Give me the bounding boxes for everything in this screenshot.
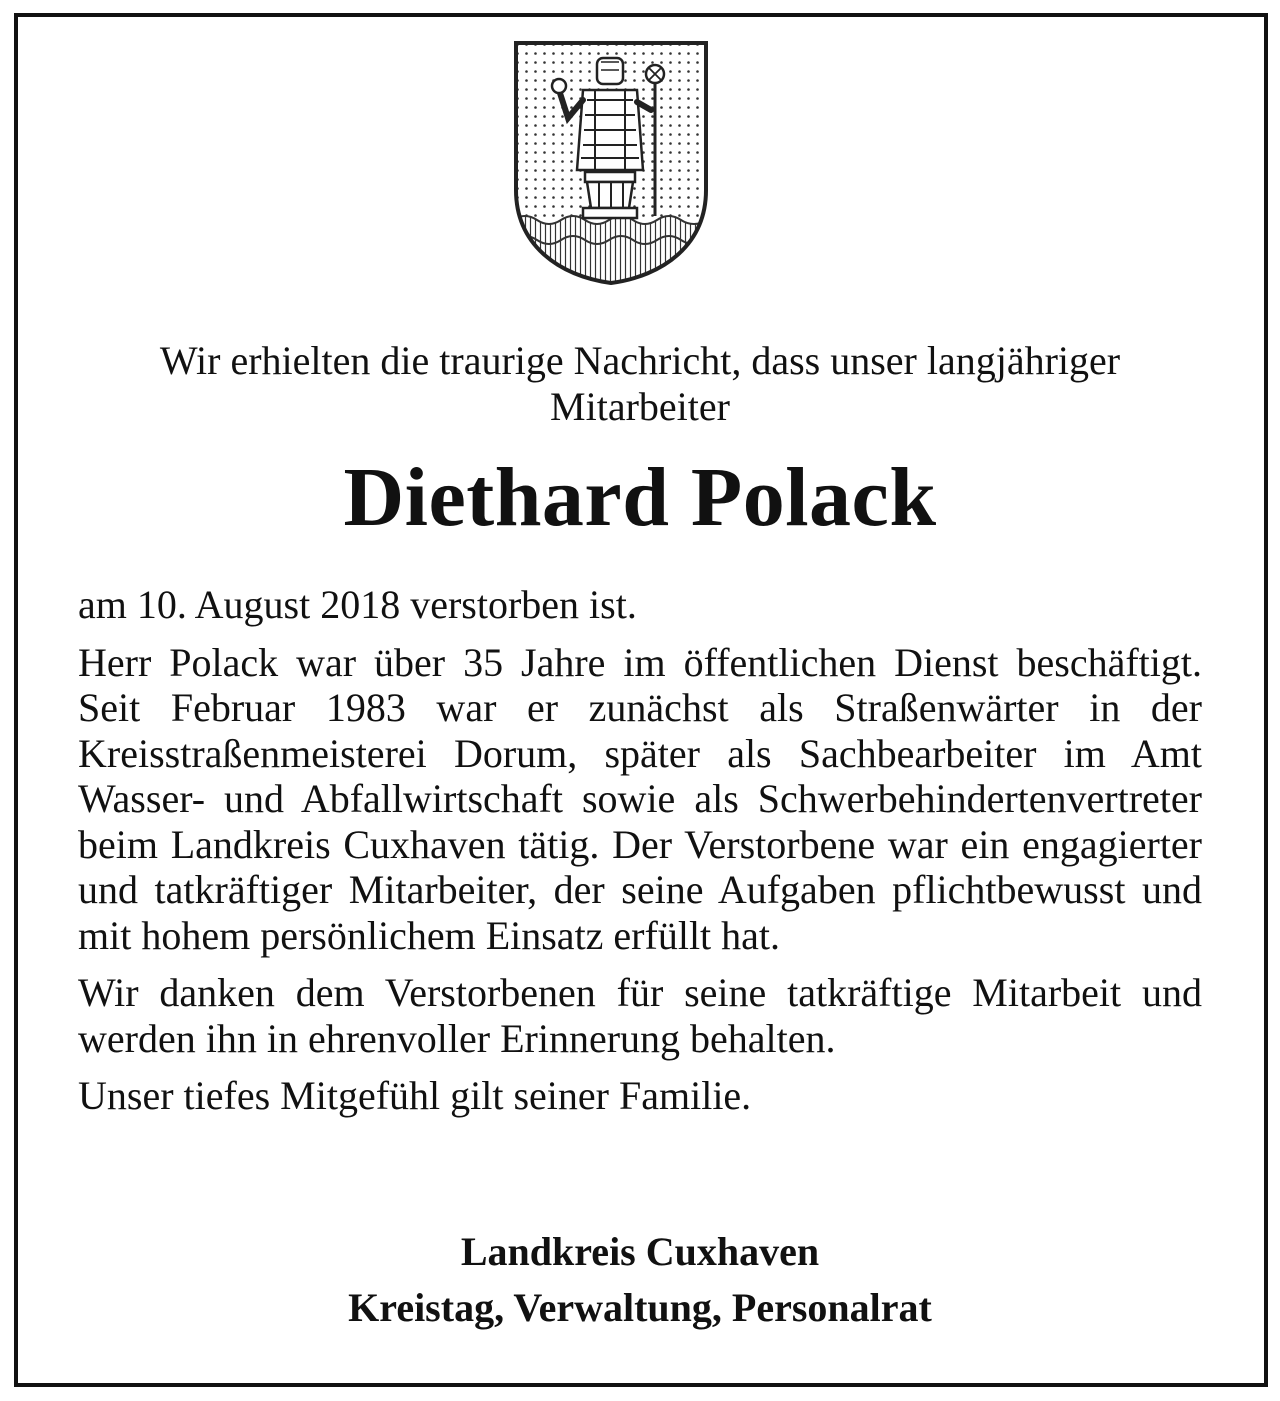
- deceased-name: Diethard Polack: [343, 451, 937, 544]
- signature-line-2: Kreistag, Verwaltung, Personalrat: [348, 1285, 932, 1330]
- intro-line-1: Wir erhielten die traurige Nachricht, dass unser langjähriger: [159, 338, 1121, 383]
- obituary-body: [78, 582, 1202, 1131]
- career-paragraph: Herr Polack war über 35 Jahre im öffentlichen Dienst beschäftigt. Seit Februar 1983 war er zunächst als Straßenwärter in der Kreisstraßenmeisterei Dorum, später als Sachbearbeiter im Amt Wasser- und Abfallwirtschaft sowie als Schwerbehindertenvertreter beim Landkreis Cuxhaven tätig. Der Verstorbene war ein engagierter und tatkräftiger Mitarbeiter, der seine Aufgaben pflichtbewusst und mit hohem persönlichem Einsatz erfüllt hat.: [78, 639, 1202, 958]
- intro-text: [60, 338, 1220, 430]
- coat-of-arms-icon: [513, 40, 709, 286]
- signature-block: [60, 1224, 1220, 1336]
- signature-line-1: Landkreis Cuxhaven: [460, 1229, 820, 1274]
- date-paragraph: am 10. August 2018 verstorben ist.: [78, 582, 637, 627]
- intro-line-2: Mitarbeiter: [550, 384, 730, 429]
- thanks-paragraph: Wir danken dem Verstorbenen für seine tatkräftige Mitarbeit und werden ihn in ehrenvoller Erinnerung behalten.: [78, 970, 1202, 1061]
- condolence-paragraph: Unser tiefes Mitgefühl gilt seiner Familie.: [78, 1073, 752, 1118]
